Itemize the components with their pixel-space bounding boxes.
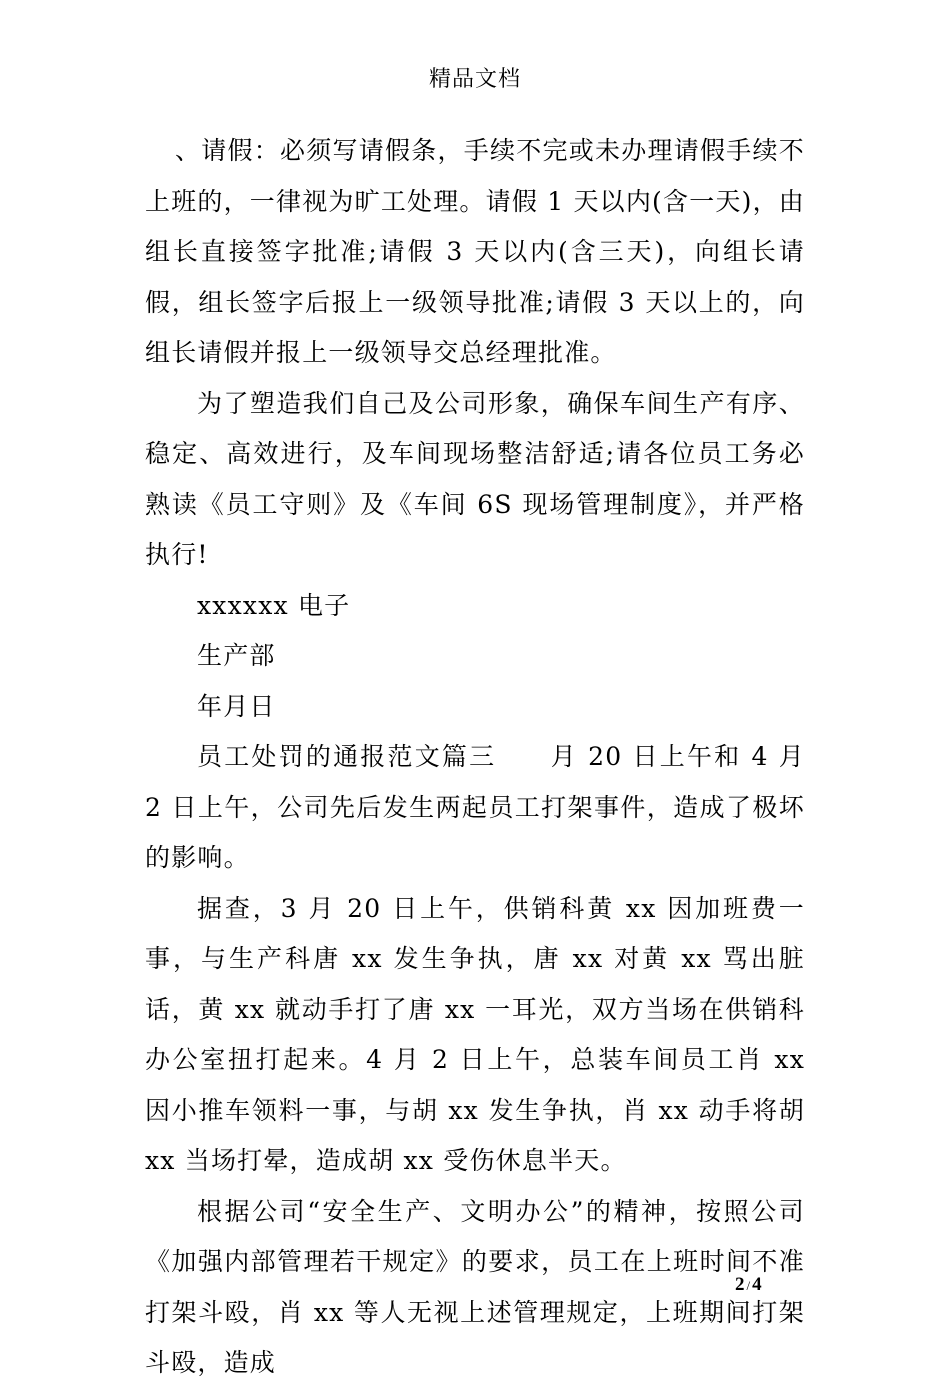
page-number <box>735 1274 762 1296</box>
signature-department: 生产部 <box>197 641 276 670</box>
signature-company: xxxxxx 电子 <box>197 590 351 620</box>
page-header-title: 精品文档 <box>428 67 521 92</box>
page-number-current: 2 <box>735 1274 745 1295</box>
paragraph-investigation: 据查，3 月 20 日上午，供销科黄 xx 因加班费一事，与生产科唐 xx 发生争执，唐 xx 对黄 xx 骂出脏话，黄 xx 就动手打了唐 xx 一耳光，双方当场在供销科办公室扭打起来。4 月 2 日上午，总装车间员工肖 xx 因小推车领料一事，与胡 xx 发生争执，肖 xx 动手将胡 xx 当场打晕，造成胡 xx 受伤休息半天。 <box>145 893 805 1175</box>
page-number-total: 4 <box>752 1274 762 1295</box>
paragraph-section-three-intro: 员工处罚的通报范文篇三 月 20 日上午和 4 月 2 日上午，公司先后发生两起员工打架事件，造成了极坏的影响。 <box>145 742 805 872</box>
paragraph-leave-rules: 、请假：必须写请假条，手续不完或未办理请假手续不上班的，一律视为旷工处理。请假 1 天以内(含一天)，由组长直接签字批准;请假 3 天以内(含三天)，向组长请假，组长签字后报上一级领导批准;请假 3 天以上的，向组长请假并报上一级领导交总经理批准。 <box>145 136 805 367</box>
paragraph-regulation: 根据公司“安全生产、文明办公”的精神，按照公司《加强内部管理若干规定》的要求，员工在上班时间不准打架斗殴，肖 xx 等人无视上述管理规定，上班期间打架斗殴，造成 <box>145 1196 805 1377</box>
paragraph-image-appeal: 为了塑造我们自己及公司形象，确保车间生产有序、稳定、高效进行，及车间现场整洁舒适;请各位员工务必熟读《员工守则》及《车间 6S 现场管理制度》，并严格执行! <box>145 388 805 569</box>
page-number-separator: / <box>746 1278 751 1293</box>
document-body <box>145 126 805 1389</box>
signature-date: 年月日 <box>197 691 276 721</box>
